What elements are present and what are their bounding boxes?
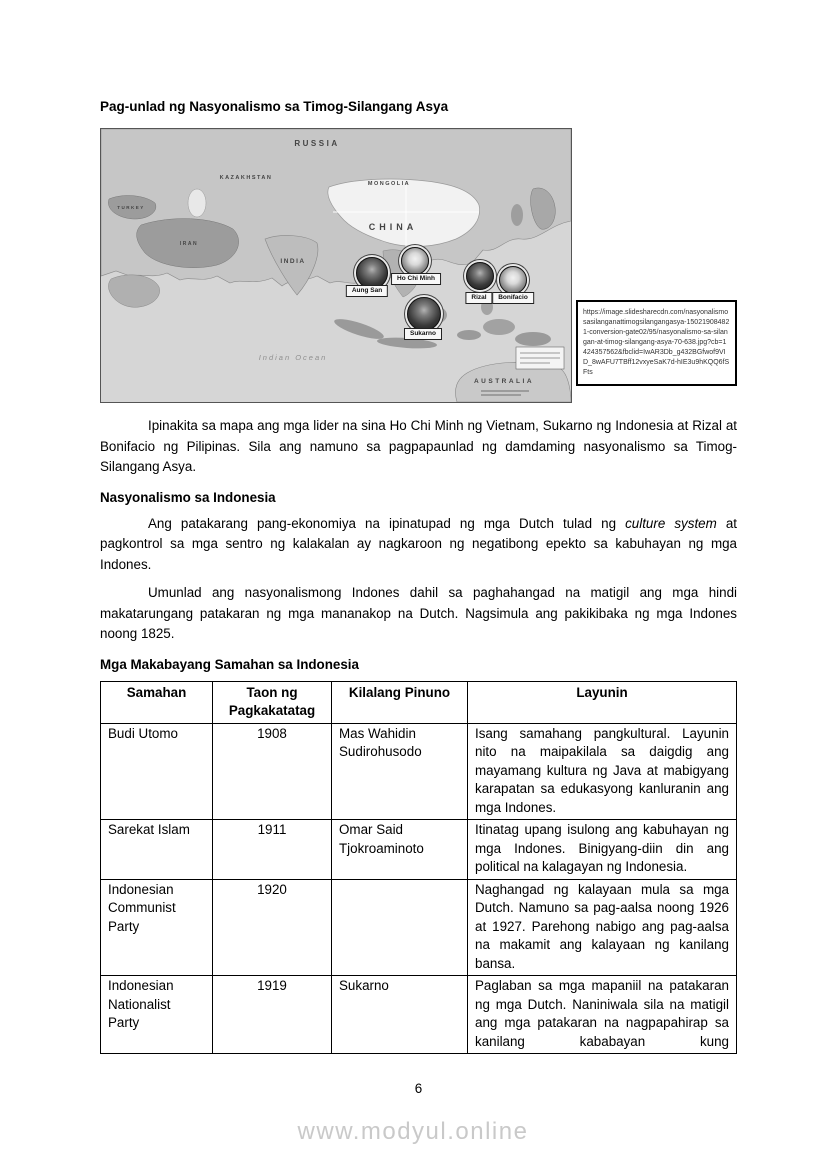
- image-source-url: https://image.slidesharecdn.com/nasyonalismosasilanganattimogsilangangasya-150219084821-conversion-gate02/95/nasyonalismo-sa-silangan-at-timog-silangang-asya-70-638.jpg?cb=1424357562&fbclid=IwAR3Db_g432BGfwof9VID_8wAFU7TBff12vxyeSaK7d-hIE3u9hKQQ6fSFts: [583, 309, 730, 376]
- image-source-box: [576, 300, 737, 386]
- leader-label-rizal: Rizal: [465, 292, 492, 304]
- samahan-table-body: [101, 723, 737, 1054]
- map-label-turkey: TURKEY: [117, 205, 145, 210]
- table-header-row: [101, 681, 737, 723]
- col-header-layunin: Layunin: [468, 681, 737, 723]
- leader-label-sukarno: Sukarno: [404, 328, 442, 340]
- paragraph-economic-policy: [100, 514, 737, 576]
- para-economic-italic-term: culture system: [625, 515, 717, 531]
- map-label-russia: RUSSIA: [294, 139, 340, 148]
- map-label-kazakhstan: KAZAKHSTAN: [219, 175, 273, 181]
- col-header-samahan: Samahan: [101, 681, 213, 723]
- paragraph-nationalism-growth: Umunlad ang nasyonalismong Indones dahil sa paghahangad na matigil ang mga hindi makatarungang patakaran ng mga mananakop na Dutch. Nagsimula ang pakikibaka ng mga Indones noong 1825.: [100, 585, 737, 641]
- intro-paragraph: Ipinakita sa mapa ang mga lider na sina Ho Chi Minh ng Vietnam, Sukarno ng Indonesia at Rizal at Bonifacio ng Pilipinas. Sila ang namuno sa pagpapaunlad ng damdaming nasyonalismo sa Timog-Silangang Asya.: [100, 418, 737, 474]
- portrait-ho-chi-minh: [401, 247, 429, 275]
- portrait-sukarno: [407, 297, 441, 331]
- cell-layunin: Paglaban sa mga mapaniil na patakaran ng mga Dutch. Naniniwala sila na matigil ang mga patakaran na nagpapahirap sa kanilang kababayan kung: [468, 976, 737, 1054]
- portrait-rizal: [466, 262, 494, 290]
- para-economic-before: Ang patakarang pang-ekonomiya na ipinatupad ng mga Dutch tulad ng: [148, 515, 626, 531]
- cell-layunin: Isang samahang pangkultural. Layunin nito na maipakilala sa daigdig ang mayamang kultura ng Java at mabigyang karapatan sa edukasyong kanluranin ang mga Indones.: [468, 723, 737, 820]
- cell-layunin: Naghangad ng kalayaan mula sa mga Dutch. Namuno sa pag-aalsa noong 1926 at 1927. Parehong nabigo ang pag-aalsa na makamit ang kalayaan ng kanilang bansa.: [468, 879, 737, 976]
- cell-samahan: Indonesian Communist Party: [101, 879, 213, 976]
- asia-map-image: [100, 128, 572, 403]
- col-header-taon: Taon ng Pagkakatatag: [213, 681, 332, 723]
- watermark-text: www.modyul.online: [297, 1118, 529, 1145]
- portrait-bonifacio: [499, 266, 527, 294]
- cell-samahan: Sarekat Islam: [101, 820, 213, 880]
- cell-pinuno: Sukarno: [332, 976, 468, 1054]
- figure-row: [100, 128, 737, 404]
- cell-taon: 1911: [213, 820, 332, 880]
- table-row: [101, 879, 737, 976]
- table-row: [101, 976, 737, 1054]
- map-label-indian-ocean: Indian Ocean: [258, 353, 328, 362]
- table-row: [101, 723, 737, 820]
- cell-samahan: Budi Utomo: [101, 723, 213, 820]
- col-header-pinuno: Kilalang Pinuno: [332, 681, 468, 723]
- cell-taon: 1920: [213, 879, 332, 976]
- para-economic-after: at pagkontrol sa mga sentro ng kalakalan ay nagkaroon ng negatibong epekto sa kabuhayan ng mga Indones.: [100, 515, 738, 572]
- leader-label-aung-san: Aung San: [346, 285, 388, 297]
- cell-samahan: Indonesian Nationalist Party: [101, 976, 213, 1054]
- map-label-australia: AUSTRALIA: [473, 378, 535, 385]
- section-heading-nasyonalismo-indonesia: Nasyonalismo sa Indonesia: [100, 489, 276, 505]
- table-row: [101, 820, 737, 880]
- map-art: [101, 129, 571, 402]
- cell-pinuno: [332, 879, 468, 976]
- map-label-india: INDIA: [280, 258, 306, 265]
- page-title: Pag-unlad ng Nasyonalismo sa Timog-Silangang Asya: [100, 99, 449, 114]
- cell-taon: 1919: [213, 976, 332, 1054]
- leader-label-bonifacio: Bonifacio: [492, 292, 534, 304]
- cell-taon: 1908: [213, 723, 332, 820]
- samahan-table-header: [101, 681, 737, 723]
- map-label-iran: IRAN: [179, 241, 199, 247]
- samahan-table: [100, 681, 737, 1055]
- map-label-mongolia: MONGOLIA: [367, 181, 411, 187]
- page-number: 6: [414, 1081, 423, 1096]
- map-label-china: CHINA: [368, 222, 418, 232]
- cell-pinuno: Omar Said Tjokroaminoto: [332, 820, 468, 880]
- leader-label-ho-chi-minh: Ho Chi Minh: [391, 273, 441, 285]
- page-content: [100, 99, 737, 1054]
- cell-layunin: Itinatag upang isulong ang kabuhayan ng mga Indones. Binigyang-diin din ang political na kalagayan ng Indonesia.: [468, 820, 737, 880]
- cell-pinuno: Mas Wahidin Sudirohusodo: [332, 723, 468, 820]
- section-heading-makabayang-samahan: Mga Makabayang Samahan sa Indonesia: [100, 656, 359, 672]
